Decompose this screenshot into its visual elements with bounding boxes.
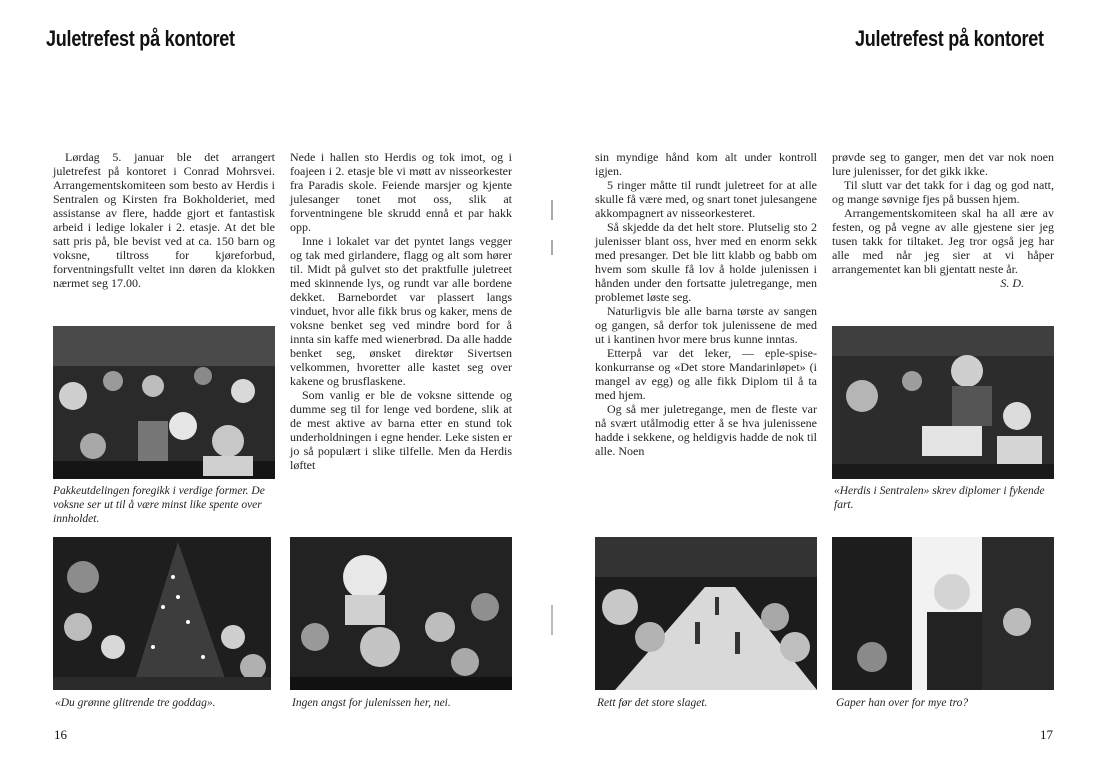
paragraph: Etterpå var det leker, — eple-spise-konkurranse og «Det store Mandarinløpet» (i mangel av egg) og alle fikk Diplom til å ta med hjem. bbox=[595, 346, 817, 402]
photo-gift-giving bbox=[53, 326, 275, 479]
photo-caption: Ingen angst for julenissen her, nei. bbox=[292, 697, 451, 709]
signature: S. D. bbox=[1000, 276, 1024, 290]
photo-caption: «Du grønne glitrende tre goddag». bbox=[55, 697, 216, 709]
paragraph: Nede i hallen sto Herdis og tok imot, og i foajeen i 2. etasje ble vi møtt av nisseorkester fra Paradis skole. Feiende marsjer og kjente julesanger tonet mot oss, slik at forventningene ble skrudd ennå et par hakk opp. bbox=[290, 150, 512, 234]
paragraph: Som vanlig er ble de voksne sittende og dumme seg til for lenge ved bordene, slik at de mest aktive av barna etter en stund tok underholdningen i egne hender. Leke sisten er jo så populært i slike tilfelle. Men da Herdis løftet bbox=[290, 388, 512, 472]
photo-diplomas bbox=[832, 326, 1054, 479]
article-column-4 bbox=[832, 150, 1054, 290]
paragraph: sin myndige hånd kom alt under kontroll igjen. bbox=[595, 150, 817, 178]
paragraph: Lørdag 5. januar ble det arrangert juletrefest på kontoret i Conrad Mohrsvei. Arrangementskomiteen som besto av Herdis i Sentralen og Kirsten fra Bokholderiet, med assistanse av flere, hadde gjort et fantastisk arbeid i ledige lokaler i 2. etasje. At det ble satt pris på, ble bevist ved at ca. 150 barn og voksne, tiltross for kjøreforbud, forventningsfullt veltet inn døren da klokken nærmet seg 17.00. bbox=[53, 150, 275, 290]
article-column-1 bbox=[53, 150, 275, 290]
article-column-3 bbox=[595, 150, 817, 458]
photo-caption: Rett før det store slaget. bbox=[597, 697, 708, 709]
left-page-title: Juletrefest på kontoret bbox=[46, 26, 235, 51]
paragraph: Inne i lokalet var det pyntet langs vegger og tak med girlandere, flagg og alt som hører til. Midt på gulvet sto det praktfulle juletreet med skinnende lys, og rundt var alle bordene dekket. Barnebordet var plassert langs vinduet, hvor alle fikk brus og kaker, mens de voksne benket seg ved mindre bord for å innta sin kaffe med wienerbrød. Da alle hadde benket seg, ønsket direktør Sivertsen velkommen, hvoretter alle kastet seg over kakene og brusflaskene. bbox=[290, 234, 512, 388]
paragraph: prøvde seg to ganger, men det var nok noen lure julenisser, for det gikk ikke. bbox=[832, 150, 1054, 178]
paragraph: Arrangementskomiteen skal ha all ære av festen, og på vegne av alle gjestene sier jeg tusen takk for tiltaket. Jeg tror også jeg har alle med når jeg sier at vi håper arrangementet kan bli gjentatt neste år. bbox=[832, 206, 1054, 276]
photo-caption: Pakkeutdelingen foregikk i verdige former. De voksne ser ut til å være minst like spente over innholdet. bbox=[53, 485, 265, 525]
paragraph: Og så mer juletregange, men de fleste var nå svært utålmodig etter å se hva julenissene hadde i sekkene, og heldigvis hadde de nok til alle. Noen bbox=[595, 402, 817, 458]
paragraph: Så skjedde da det helt store. Plutselig sto 2 julenisser blant oss, hver med en enorm sekk med presanger. Det ble litt klabb og babb om hvem som skulle få lov å holde julenissen i hånden under den fortsatte juletregange, men problemet løste seg. bbox=[595, 220, 817, 304]
paragraph: 5 ringer måtte til rundt juletreet for at alle skulle få være med, og snart tonet julesangene akkompagnert av nisseorkesteret. bbox=[595, 178, 817, 220]
left-page-number: 16 bbox=[54, 727, 67, 742]
paragraph: Naturligvis ble alle barna tørste av sangen og gangen, så derfor tok julenissene de med ut i kantinen hvor mere brus kunne inntas. bbox=[595, 304, 817, 346]
right-page-title: Juletrefest på kontoret bbox=[855, 26, 1044, 51]
photo-childrens-table bbox=[595, 537, 817, 690]
photo-caption: Gaper han over for mye tro? bbox=[836, 697, 969, 709]
right-page-number: 17 bbox=[1040, 727, 1053, 742]
photo-santa bbox=[290, 537, 512, 690]
paragraph: Til slutt var det takk for i dag og god natt, og mange søvnige fjes på bussen hjem. bbox=[832, 178, 1054, 206]
article-column-2 bbox=[290, 150, 512, 472]
photo-caption: «Herdis i Sentralen» skrev diplomer i fykende fart. bbox=[834, 485, 1045, 511]
photo-man bbox=[832, 537, 1054, 690]
photo-christmas-tree bbox=[53, 537, 271, 690]
gutter-fold bbox=[549, 160, 555, 680]
